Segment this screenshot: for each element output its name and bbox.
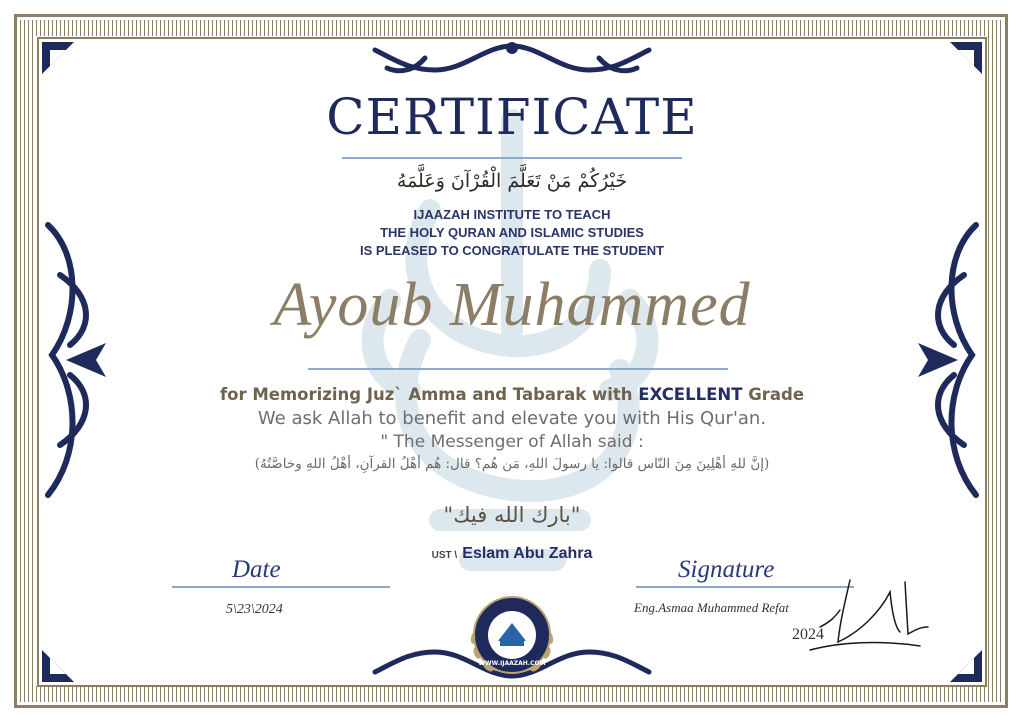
teacher-prefix: UST \ [431, 550, 458, 561]
institute-line-3: IS PLEASED TO CONGRATULATE THE STUDENT [359, 243, 665, 258]
name-underline [308, 368, 728, 370]
arabic-motto: خَيْرُكُمْ مَنْ تَعَلَّمَ الْقُرْآنَ وَعَلَّمَهُ [396, 170, 628, 192]
corner-ornament-bottom-right-icon [948, 648, 984, 684]
achievement-grade: EXCELLENT [638, 385, 743, 404]
institute-line-1: IJAAZAH INSTITUTE TO TEACH [413, 207, 611, 222]
achievement-suffix: Grade [742, 385, 805, 404]
date-value: 5\23\2024 [226, 602, 283, 617]
top-scroll-ornament-icon [365, 40, 659, 86]
dua-line: We ask Allah to benefit and elevate you with His Qur'an. [257, 408, 767, 429]
corner-ornament-top-right-icon [948, 40, 984, 76]
blessing-text: "بارك الله فيك" [443, 503, 581, 527]
certificate-title: CERTIFICATE [326, 88, 698, 146]
corner-ornament-bottom-left-icon [40, 648, 76, 684]
teacher-line [0, 543, 1024, 563]
signatory-name: Eng.Asmaa Muhammed Refat [634, 600, 789, 615]
student-name: Ayoub Muhammed [273, 271, 751, 339]
achievement-prefix: for Memorizing Juz` Amma and Tabarak with [219, 385, 639, 404]
signature-label: Signature [678, 556, 775, 583]
achievement-line [0, 385, 1024, 404]
institute-seal-logo-icon [460, 583, 564, 687]
date-label: Date [232, 556, 281, 583]
signature-year: 2024 [792, 626, 824, 643]
seal-url-text: WWW.IJAAZAH.COM [478, 660, 546, 667]
corner-ornament-top-left-icon [40, 40, 76, 76]
title-underline [342, 157, 682, 159]
teacher-name: Eslam Abu Zahra [462, 545, 593, 562]
handwritten-signature-icon [800, 572, 930, 662]
messenger-line: " The Messenger of Allah said : [380, 432, 644, 452]
hadith-text: (إنَّ للهِ أهْلِينَ مِنَ النّاس قالوا: يا رسولَ اللهِ، مَن هُم؟ قال: هُم أهْلُ القرآنِ، أهْلُ اللهِ وخاصَّتُهُ) [254, 456, 770, 472]
date-underline [172, 586, 390, 588]
institute-line-2: THE HOLY QURAN AND ISLAMIC STUDIES [380, 225, 644, 240]
